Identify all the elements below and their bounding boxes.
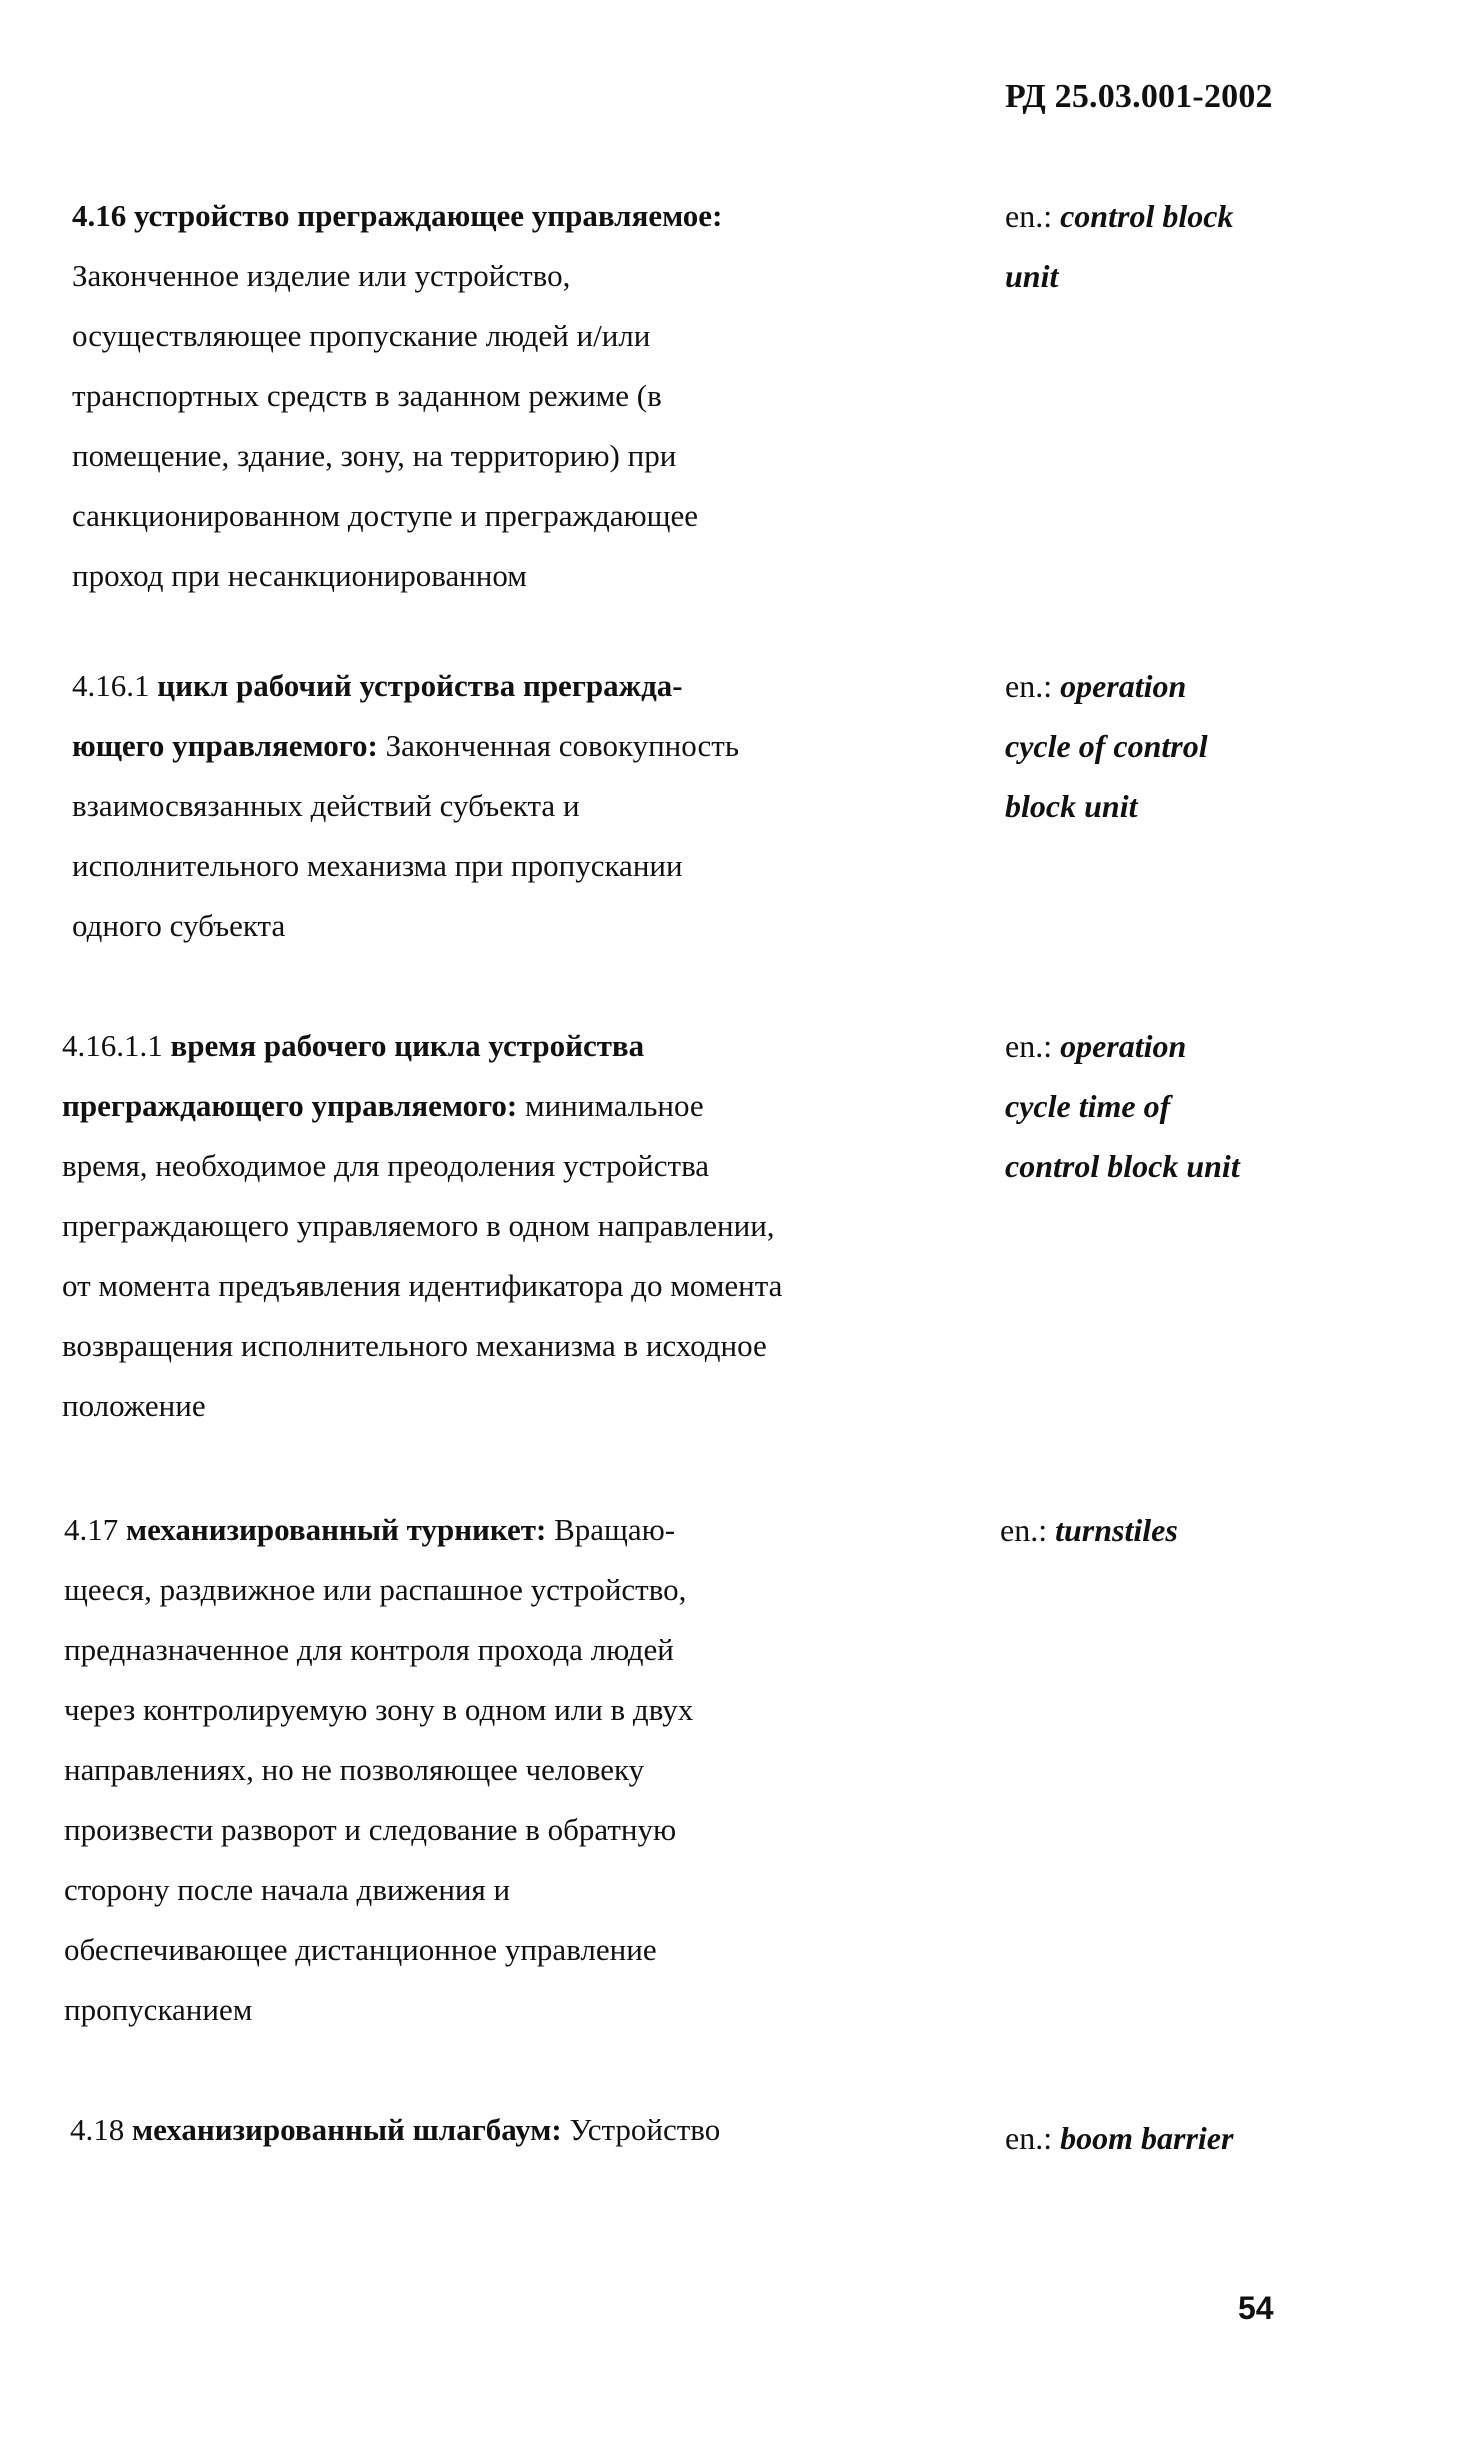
english-prefix: en.: [1005,198,1053,234]
term-number: 4.17 [64,1512,119,1547]
definition-line: помещение, здание, зону, на территорию) при [72,438,677,473]
english-term-line [1005,246,1385,306]
english-prefix: en.: [1000,1512,1048,1548]
term-number: 4.16.1.1 [62,1028,163,1063]
term-heading-line [62,1076,942,1136]
english-term: cycle of control [1005,728,1208,764]
english-prefix: en.: [1005,1028,1053,1064]
term-heading-line [72,186,952,246]
definition-line: одного субъекта [72,908,286,943]
english-term: operation [1060,1028,1187,1064]
english-term-line [1005,186,1385,246]
english-term-4-16-1-1 [1005,1016,1385,1196]
term-number: 4.16.1 [72,668,150,703]
definition-line: осуществляющее пропускание людей и/или [72,318,651,353]
english-term: control block unit [1005,1148,1240,1184]
term-title: время рабочего цикла устройства [170,1028,645,1063]
english-term-line [1005,2108,1385,2168]
english-term: cycle time of [1005,1088,1171,1124]
term-title-continuation: ющего управляемого: [72,728,378,763]
english-term-line [1005,656,1385,716]
english-term-line [1005,1076,1385,1136]
definition-line: проход при несанкционированном [72,558,527,593]
english-term-4-16 [1005,186,1385,306]
document-code: РД 25.03.001-2002 [1005,78,1273,115]
english-term-4-16-1 [1005,656,1385,836]
term-entry-4-16-1-1 [62,1016,942,1436]
definition-line: санкционированном доступе и преграждающее [72,498,699,533]
english-term-line [1005,1136,1385,1196]
english-term-4-17 [1000,1500,1380,1560]
definition-line: обеспечивающее дистанционное управление [64,1932,657,1967]
term-heading-line [70,2100,950,2160]
english-term: control block [1060,198,1234,234]
english-prefix: en.: [1005,2120,1053,2156]
term-entry-4-18 [70,2100,950,2160]
definition-line: произвести разворот и следование в обратную [64,1812,677,1847]
term-title-continuation: преграждающего управляемого: [62,1088,518,1123]
definition-line: предназначенное для контроля прохода людей [64,1632,674,1667]
english-term: unit [1005,258,1059,294]
definition-line: Законченное изделие или устройство, [72,258,571,293]
term-number: 4.16 [72,198,127,233]
definition-line: через контролируемую зону в одном или в двух [64,1692,694,1727]
english-term-line [1005,776,1385,836]
definition-line: преграждающего управляемого в одном направлении, [62,1208,775,1243]
term-entry-4-16 [72,186,952,606]
english-term: turnstiles [1055,1512,1178,1548]
english-term: operation [1060,668,1187,704]
term-heading-line [62,1016,942,1076]
term-title: цикл рабочий устройства прегражда- [157,668,683,703]
english-term-line [1000,1500,1380,1560]
term-title: устройство преграждающее управляемое: [134,198,723,233]
page-number: 54 [1238,2290,1274,2326]
english-term-line [1005,716,1385,776]
english-term-line [1005,1016,1385,1076]
definition-line: направлениях, но не позволяющее человеку [64,1752,645,1787]
definition-start: Законченная совокупность [385,728,739,763]
term-heading-line [72,716,952,776]
term-number: 4.18 [70,2112,125,2147]
english-term-4-18 [1005,2108,1385,2168]
definition-line: щееся, раздвижное или распашное устройство, [64,1572,687,1607]
definition-line: положение [62,1388,206,1423]
definition-start: Устройство [569,2112,721,2147]
definition-line: взаимосвязанных действий субъекта и [72,788,580,823]
definition-line: сторону после начала движения и [64,1872,511,1907]
definition-start: Вращаю- [554,1512,676,1547]
definition-line: время, необходимое для преодоления устройства [62,1148,710,1183]
english-term: block unit [1005,788,1138,824]
definition-start: минимальное [524,1088,704,1123]
definition-line: транспортных средств в заданном режиме (в [72,378,662,413]
definition-line: пропусканием [64,1992,253,2027]
term-title: механизированный турникет: [126,1512,547,1547]
english-term: boom barrier [1060,2120,1234,2156]
term-heading-line [64,1500,944,1560]
definition-line: возвращения исполнительного механизма в исходное [62,1328,767,1363]
definition-line: от момента предъявления идентификатора до момента [62,1268,783,1303]
term-entry-4-17 [64,1500,944,2040]
definition-line: исполнительного механизма при пропускании [72,848,683,883]
english-prefix: en.: [1005,668,1053,704]
term-entry-4-16-1 [72,656,952,956]
term-heading-line [72,656,952,716]
term-title: механизированный шлагбаум: [132,2112,562,2147]
